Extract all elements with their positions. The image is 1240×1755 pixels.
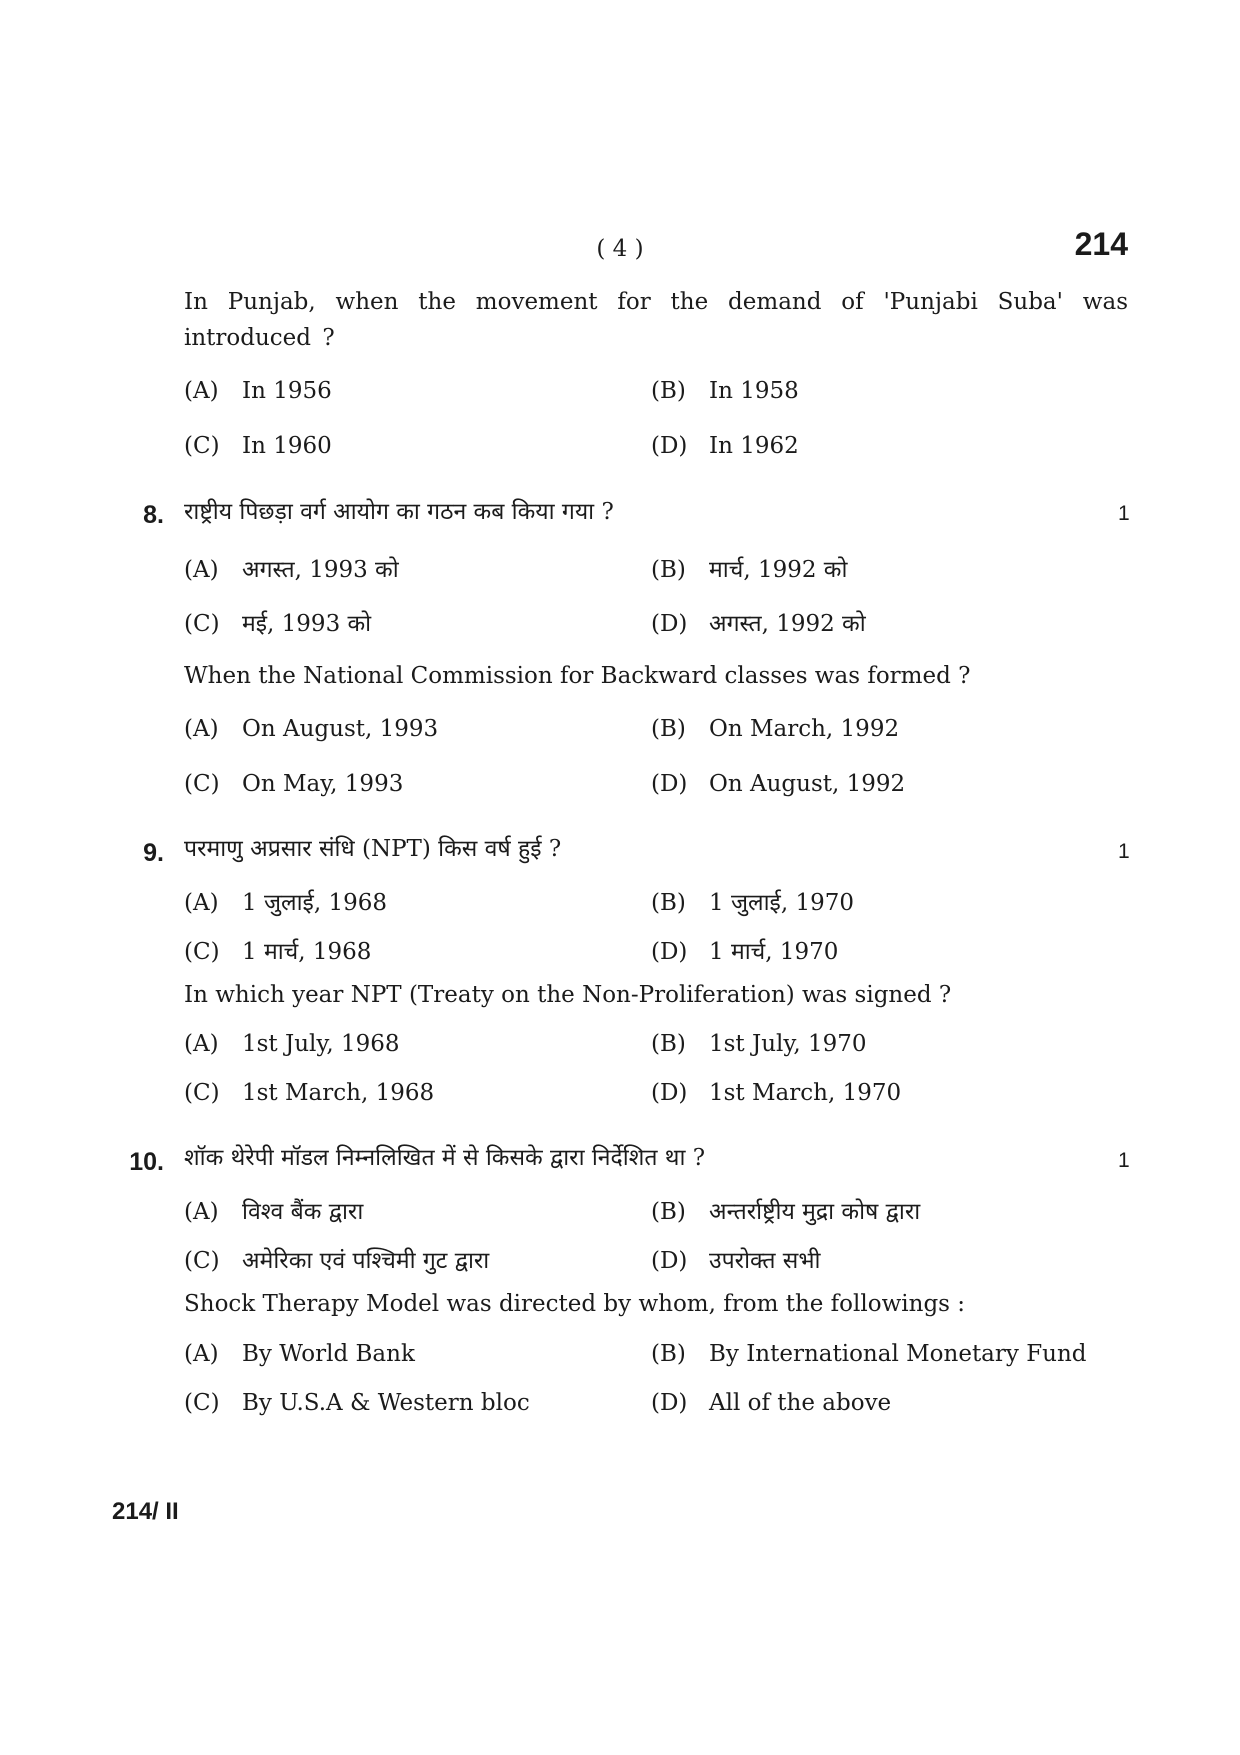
q8-hindi-option-c: (C) मई, 1993 को: [184, 611, 372, 637]
q10-english-text: Shock Therapy Model was directed by whom, from the followings :: [184, 1291, 966, 1317]
q9-english-option-b: (B) 1st July, 1970: [651, 1031, 867, 1057]
q9-hindi-option-b: (B) 1 जुलाई, 1970: [651, 890, 855, 916]
q9-hindi-option-d: (D) 1 मार्च, 1970: [651, 939, 839, 965]
q9-english-option-c: (C) 1st March, 1968: [184, 1080, 435, 1106]
q8-english-text: When the National Commission for Backward classes was formed ?: [184, 663, 971, 689]
q8-english-option-d: (D) On August, 1992: [651, 771, 906, 797]
q7-english-option-c: (C) In 1960: [184, 433, 332, 459]
q9-number: 9.: [143, 839, 164, 867]
q10-hindi-text: शॉक थेरेपी मॉडल निम्नलिखित में से किसके द्वारा निर्देशित था ?: [184, 1145, 706, 1171]
paper-code: 214: [1074, 226, 1128, 262]
q8-hindi-option-d: (D) अगस्त, 1992 को: [651, 611, 866, 637]
q10-hindi-option-d: (D) उपरोक्त सभी: [651, 1248, 821, 1274]
q10-english-option-b: (B) By International Monetary Fund: [651, 1341, 1087, 1367]
q8-hindi-option-a: (A) अगस्त, 1993 को: [184, 557, 399, 583]
q8-english-option-a: (A) On August, 1993: [184, 716, 439, 742]
q10-hindi-option-b: (B) अन्तर्राष्ट्रीय मुद्रा कोष द्वारा: [651, 1199, 921, 1225]
q10-english-option-a: (A) By World Bank: [184, 1341, 415, 1367]
q7-english-option-b: (B) In 1958: [651, 378, 799, 404]
q7-english-option-d: (D) In 1962: [651, 433, 799, 459]
q10-marks: 1: [1118, 1149, 1130, 1172]
q8-number: 8.: [143, 501, 164, 529]
q10-hindi-option-c: (C) अमेरिका एवं पश्चिमी गुट द्वारा: [184, 1248, 490, 1274]
q8-marks: 1: [1118, 502, 1130, 525]
q9-english-option-d: (D) 1st March, 1970: [651, 1080, 902, 1106]
q7-english-option-a: (A) In 1956: [184, 378, 332, 404]
q8-hindi-text: राष्ट्रीय पिछड़ा वर्ग आयोग का गठन कब किया गया ?: [184, 499, 614, 525]
q9-hindi-text: परमाणु अप्रसार संधि (NPT) किस वर्ष हुई ?: [184, 836, 562, 862]
footer-code: 214/ II: [112, 1498, 179, 1525]
q9-hindi-option-c: (C) 1 मार्च, 1968: [184, 939, 372, 965]
q9-english-text: In which year NPT (Treaty on the Non-Proliferation) was signed ?: [184, 982, 952, 1008]
q9-hindi-option-a: (A) 1 जुलाई, 1968: [184, 890, 388, 916]
q10-english-option-c: (C) By U.S.A & Western bloc: [184, 1390, 530, 1416]
q9-english-option-a: (A) 1st July, 1968: [184, 1031, 400, 1057]
q8-english-option-b: (B) On March, 1992: [651, 716, 900, 742]
q8-hindi-option-b: (B) मार्च, 1992 को: [651, 557, 848, 583]
q8-english-option-c: (C) On May, 1993: [184, 771, 404, 797]
page-number: ( 4 ): [596, 236, 644, 262]
q9-marks: 1: [1118, 840, 1130, 863]
q10-english-option-d: (D) All of the above: [651, 1390, 892, 1416]
q10-number: 10.: [129, 1148, 164, 1176]
q10-hindi-option-a: (A) विश्व बैंक द्वारा: [184, 1199, 364, 1225]
q7-english-text: In Punjab, when the movement for the demand of 'Punjabi Suba' was introduced ?: [184, 289, 1128, 351]
